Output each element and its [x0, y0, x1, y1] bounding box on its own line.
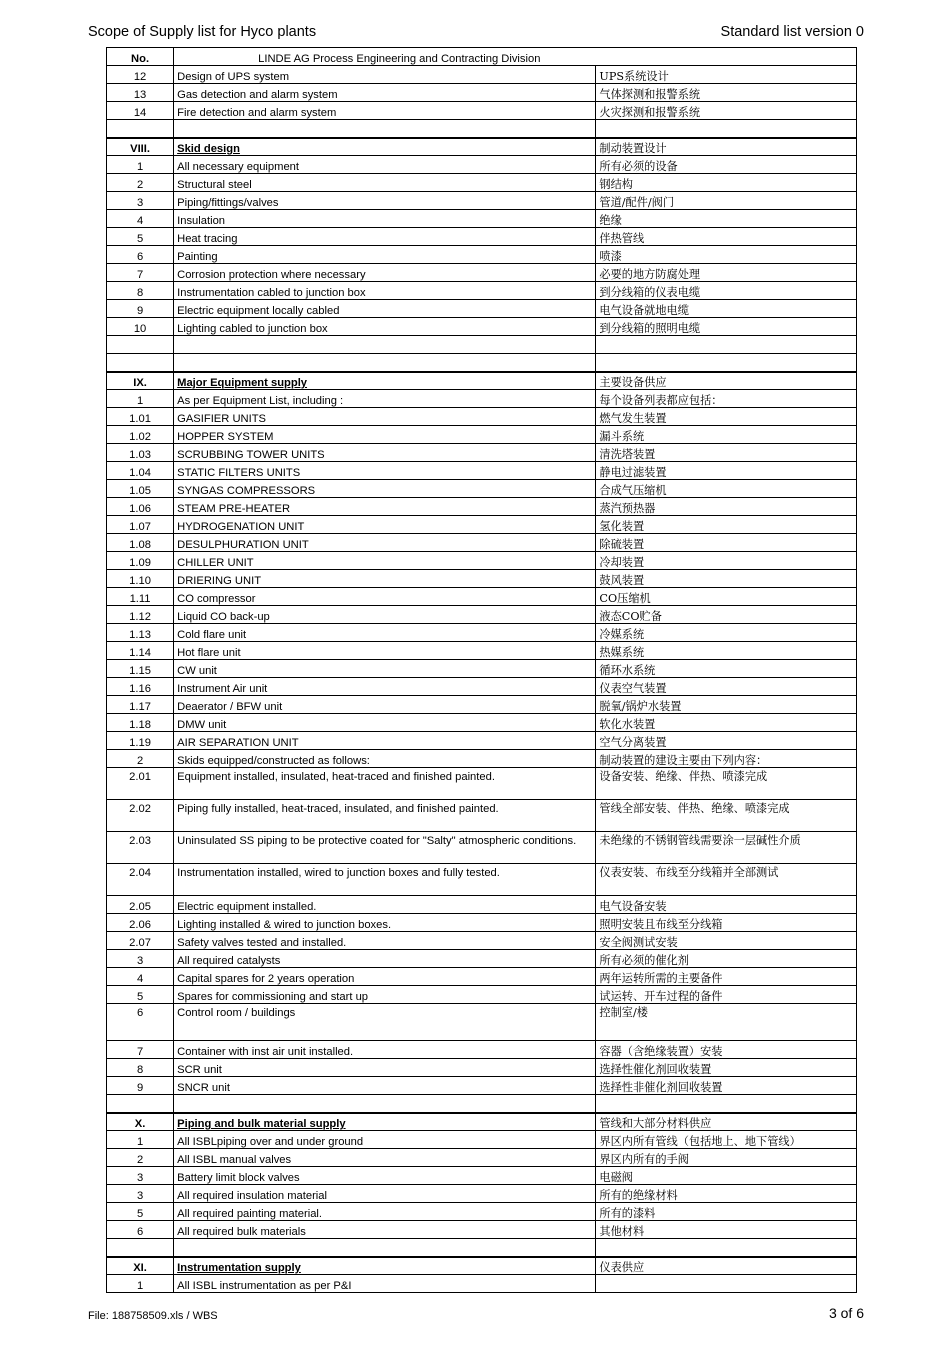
item-number: X. — [107, 1113, 174, 1131]
table-row — [107, 354, 857, 372]
item-description-cn: 循环水系统 — [596, 660, 857, 678]
item-description-cn: 气体探测和报警系统 — [596, 84, 857, 102]
item-description-cn: 合成气压缩机 — [596, 480, 857, 498]
item-number: 1.18 — [107, 714, 174, 732]
item-description-en: STATIC FILTERS UNITS — [174, 462, 596, 480]
item-description-cn: 蒸汽预热器 — [596, 498, 857, 516]
item-description-en: Electric equipment installed. — [174, 896, 596, 914]
table-row — [107, 1275, 857, 1293]
item-description-en: DMW unit — [174, 714, 596, 732]
item-description-en: Equipment installed, insulated, heat-traced and finished painted. — [174, 768, 596, 800]
item-description-en: Liquid CO back-up — [174, 606, 596, 624]
table-row — [107, 408, 857, 426]
item-description-en: All ISBLpiping over and under ground — [174, 1131, 596, 1149]
table-row — [107, 624, 857, 642]
item-number: 1.03 — [107, 444, 174, 462]
item-number: 1.05 — [107, 480, 174, 498]
item-description-en: SYNGAS COMPRESSORS — [174, 480, 596, 498]
item-number: 5 — [107, 1203, 174, 1221]
item-description-en: SNCR unit — [174, 1077, 596, 1095]
item-number: 1.01 — [107, 408, 174, 426]
item-description-en: CHILLER UNIT — [174, 552, 596, 570]
item-description-cn: 试运转、开车过程的备件 — [596, 986, 857, 1004]
item-description-cn: 仪表安装、布线至分线箱并全部测试 — [596, 864, 857, 896]
item-description-en: Capital spares for 2 years operation — [174, 968, 596, 986]
item-description-cn: 所有的绝缘材料 — [596, 1185, 857, 1203]
table-row — [107, 1149, 857, 1167]
table-row — [107, 480, 857, 498]
table-row — [107, 1185, 857, 1203]
item-description-cn — [596, 354, 857, 372]
item-description-en: DESULPHURATION UNIT — [174, 534, 596, 552]
item-number: 1.09 — [107, 552, 174, 570]
item-number: 1.12 — [107, 606, 174, 624]
item-description-cn: 清洗塔装置 — [596, 444, 857, 462]
file-reference: File: 188758509.xls / WBS — [88, 1310, 218, 1322]
item-description-en: Skids equipped/constructed as follows: — [174, 750, 596, 768]
item-number: 1.15 — [107, 660, 174, 678]
table-row — [107, 228, 857, 246]
table-row — [107, 896, 857, 914]
item-number: 3 — [107, 1185, 174, 1203]
item-number: 1.04 — [107, 462, 174, 480]
item-description-cn — [596, 1239, 857, 1257]
item-description-en: All required bulk materials — [174, 1221, 596, 1239]
table-row — [107, 498, 857, 516]
version-label: Standard list version 0 — [720, 24, 864, 40]
table-row — [107, 336, 857, 354]
item-number: 1.02 — [107, 426, 174, 444]
table-row — [107, 986, 857, 1004]
table-row — [107, 156, 857, 174]
item-description-cn: 安全阀测试安装 — [596, 932, 857, 950]
table-row — [107, 968, 857, 986]
item-description-en: As per Equipment List, including : — [174, 390, 596, 408]
table-row — [107, 120, 857, 138]
table-row — [107, 800, 857, 832]
item-number: 7 — [107, 264, 174, 282]
item-description-en: AIR SEPARATION UNIT — [174, 732, 596, 750]
table-row — [107, 192, 857, 210]
item-description-en: HOPPER SYSTEM — [174, 426, 596, 444]
table-header-row — [107, 48, 857, 66]
item-description-en — [174, 372, 596, 390]
item-number — [107, 120, 174, 138]
item-description-cn — [596, 1275, 857, 1293]
item-description-en: SCRUBBING TOWER UNITS — [174, 444, 596, 462]
item-number: 4 — [107, 968, 174, 986]
item-description-cn: 所有必须的设备 — [596, 156, 857, 174]
document-title: Scope of Supply list for Hyco plants — [88, 24, 317, 40]
table-row — [107, 282, 857, 300]
item-description-cn: 到分线箱的照明电缆 — [596, 318, 857, 336]
item-number: 1.10 — [107, 570, 174, 588]
table-row — [107, 264, 857, 282]
item-number: 1.08 — [107, 534, 174, 552]
item-number: 4 — [107, 210, 174, 228]
item-number — [107, 1095, 174, 1113]
table-row — [107, 832, 857, 864]
table-row — [107, 1041, 857, 1059]
item-description-cn: 伴热管线 — [596, 228, 857, 246]
table-row — [107, 66, 857, 84]
item-description-en: All ISBL instrumentation as per P&I — [174, 1275, 596, 1293]
item-number: 6 — [107, 246, 174, 264]
table-row — [107, 426, 857, 444]
item-number: 1.11 — [107, 588, 174, 606]
table-row — [107, 552, 857, 570]
item-number: 6 — [107, 1221, 174, 1239]
item-description-cn — [596, 120, 857, 138]
item-description-en: Painting — [174, 246, 596, 264]
table-row — [107, 864, 857, 896]
item-number: 7 — [107, 1041, 174, 1059]
item-number: 14 — [107, 102, 174, 120]
table-row — [107, 606, 857, 624]
item-number: 5 — [107, 986, 174, 1004]
item-description-en: All ISBL manual valves — [174, 1149, 596, 1167]
item-description-cn: 静电过滤装置 — [596, 462, 857, 480]
table-row — [107, 768, 857, 800]
table-row — [107, 1239, 857, 1257]
table-row — [107, 588, 857, 606]
table-row — [107, 84, 857, 102]
item-number: 1.14 — [107, 642, 174, 660]
item-description-en: Gas detection and alarm system — [174, 84, 596, 102]
item-number: 1.06 — [107, 498, 174, 516]
item-description-cn: 到分线箱的仪表电缆 — [596, 282, 857, 300]
item-description-cn: 绝缘 — [596, 210, 857, 228]
table-row — [107, 1203, 857, 1221]
item-number: 9 — [107, 1077, 174, 1095]
table-row — [107, 1131, 857, 1149]
section-title: Major Equipment supply — [177, 377, 308, 389]
table-row — [107, 642, 857, 660]
item-description-en: CW unit — [174, 660, 596, 678]
table-row — [107, 678, 857, 696]
item-description-en — [174, 120, 596, 138]
section-row — [107, 138, 857, 156]
item-number: VIII. — [107, 138, 174, 156]
item-description-cn: 未绝缘的不锈钢管线需要涂一层碱性介质 — [596, 832, 857, 864]
table-row — [107, 950, 857, 968]
item-number: XI. — [107, 1257, 174, 1275]
item-description-en: All required catalysts — [174, 950, 596, 968]
item-description-cn: 界区内所有的手阀 — [596, 1149, 857, 1167]
item-description-en: Heat tracing — [174, 228, 596, 246]
table-row — [107, 750, 857, 768]
table-row — [107, 932, 857, 950]
item-description-cn: CO压缩机 — [596, 588, 857, 606]
item-description-cn: 选择性催化剂回收装置 — [596, 1059, 857, 1077]
table-row — [107, 300, 857, 318]
item-number: 9 — [107, 300, 174, 318]
item-description-cn — [596, 1095, 857, 1113]
item-description-cn: 主要设备供应 — [596, 372, 857, 390]
table-row — [107, 1221, 857, 1239]
item-description-en: Battery limit block valves — [174, 1167, 596, 1185]
item-number: 8 — [107, 282, 174, 300]
item-description-en: Design of UPS system — [174, 66, 596, 84]
table-row — [107, 732, 857, 750]
item-description-cn: 液态CO贮备 — [596, 606, 857, 624]
item-description-en — [174, 354, 596, 372]
item-description-cn: 其他材料 — [596, 1221, 857, 1239]
item-number: 1 — [107, 156, 174, 174]
item-description-en: All necessary equipment — [174, 156, 596, 174]
table-row — [107, 210, 857, 228]
table-row — [107, 318, 857, 336]
item-description-cn: 仪表供应 — [596, 1257, 857, 1275]
column-no-header: No. — [107, 48, 174, 66]
item-description-en: HYDROGENATION UNIT — [174, 516, 596, 534]
item-description-cn: 界区内所有管线（包括地上、地下管线） — [596, 1131, 857, 1149]
item-description-cn — [596, 336, 857, 354]
item-description-cn: 鼓风装置 — [596, 570, 857, 588]
item-description-cn: 控制室/楼 — [596, 1004, 857, 1041]
item-number: 12 — [107, 66, 174, 84]
item-description-cn: 设备安装、绝缘、伴热、喷漆完成 — [596, 768, 857, 800]
table-row — [107, 444, 857, 462]
item-description-en — [174, 1113, 596, 1131]
item-number: 1.16 — [107, 678, 174, 696]
item-description-en: SCR unit — [174, 1059, 596, 1077]
table-row — [107, 174, 857, 192]
item-description-en: Insulation — [174, 210, 596, 228]
section-row — [107, 1257, 857, 1275]
item-description-en — [174, 336, 596, 354]
item-description-cn: 两年运转所需的主要备件 — [596, 968, 857, 986]
item-description-cn: 制动装置的建设主要由下列内容： — [596, 750, 857, 768]
table-row — [107, 660, 857, 678]
item-description-en: Structural steel — [174, 174, 596, 192]
item-number: 1.13 — [107, 624, 174, 642]
item-description-en: Electric equipment locally cabled — [174, 300, 596, 318]
item-description-en: Piping/fittings/valves — [174, 192, 596, 210]
table-row — [107, 1004, 857, 1041]
item-number: 2.02 — [107, 800, 174, 832]
item-description-cn: 漏斗系统 — [596, 426, 857, 444]
item-number: 2 — [107, 750, 174, 768]
item-description-en — [174, 1095, 596, 1113]
table-row — [107, 1077, 857, 1095]
item-description-cn: 燃气发生装置 — [596, 408, 857, 426]
table-row — [107, 246, 857, 264]
item-description-en — [174, 1257, 596, 1275]
item-description-en — [174, 1239, 596, 1257]
item-description-en: DRIERING UNIT — [174, 570, 596, 588]
item-description-cn: 容器（含绝缘装置）安装 — [596, 1041, 857, 1059]
item-number: 1 — [107, 1131, 174, 1149]
scope-of-supply-table — [106, 47, 857, 1293]
item-description-cn: 所有必须的催化剂 — [596, 950, 857, 968]
item-number: 3 — [107, 1167, 174, 1185]
table-row — [107, 102, 857, 120]
item-description-en: Corrosion protection where necessary — [174, 264, 596, 282]
item-number: 1.19 — [107, 732, 174, 750]
item-number: 2 — [107, 174, 174, 192]
table-row — [107, 1059, 857, 1077]
column-title-header: LINDE AG Process Engineering and Contracting Division — [174, 48, 857, 66]
item-number: 1.17 — [107, 696, 174, 714]
table-row — [107, 914, 857, 932]
item-description-cn: 空气分离装置 — [596, 732, 857, 750]
item-description-en: Uninsulated SS piping to be protective coated for "Salty" atmospheric conditions. — [174, 832, 596, 864]
item-description-cn: 氢化装置 — [596, 516, 857, 534]
item-number: 2.06 — [107, 914, 174, 932]
item-number: 3 — [107, 192, 174, 210]
item-number: 2.07 — [107, 932, 174, 950]
item-description-cn: 钢结构 — [596, 174, 857, 192]
item-description-en: Instrumentation installed, wired to junction boxes and fully tested. — [174, 864, 596, 896]
section-title: Instrumentation supply — [177, 1262, 301, 1274]
item-description-en: Safety valves tested and installed. — [174, 932, 596, 950]
item-description-cn: 脱氧/锅炉水装置 — [596, 696, 857, 714]
item-number: 13 — [107, 84, 174, 102]
item-number: 10 — [107, 318, 174, 336]
item-number — [107, 1239, 174, 1257]
item-description-cn: 制动装置设计 — [596, 138, 857, 156]
item-description-cn: 所有的漆料 — [596, 1203, 857, 1221]
item-description-en: Instrumentation cabled to junction box — [174, 282, 596, 300]
item-description-cn: 每个设备列表都应包括： — [596, 390, 857, 408]
table-row — [107, 570, 857, 588]
section-title: Skid design — [177, 143, 240, 155]
item-description-en: Fire detection and alarm system — [174, 102, 596, 120]
item-description-en: Container with inst air unit installed. — [174, 1041, 596, 1059]
item-description-cn: 电气设备就地电缆 — [596, 300, 857, 318]
item-number: 2.03 — [107, 832, 174, 864]
table-row — [107, 462, 857, 480]
item-description-cn: 管线和大部分材料供应 — [596, 1113, 857, 1131]
item-number: 1 — [107, 1275, 174, 1293]
item-description-cn: 管道/配件/阀门 — [596, 192, 857, 210]
item-description-en: Lighting cabled to junction box — [174, 318, 596, 336]
item-description-en: STEAM PRE-HEATER — [174, 498, 596, 516]
item-description-en: Deaerator / BFW unit — [174, 696, 596, 714]
item-number — [107, 336, 174, 354]
item-description-en: Instrument Air unit — [174, 678, 596, 696]
item-description-en: Cold flare unit — [174, 624, 596, 642]
item-number: 6 — [107, 1004, 174, 1041]
table-row — [107, 516, 857, 534]
item-description-en: All required insulation material — [174, 1185, 596, 1203]
item-number: 5 — [107, 228, 174, 246]
item-description-cn: 必要的地方防腐处理 — [596, 264, 857, 282]
item-number: 2 — [107, 1149, 174, 1167]
item-description-cn: 电气设备安装 — [596, 896, 857, 914]
item-description-cn: 冷却装置 — [596, 552, 857, 570]
item-number: 2.04 — [107, 864, 174, 896]
item-number: 1 — [107, 390, 174, 408]
item-number — [107, 354, 174, 372]
item-description-cn: 热媒系统 — [596, 642, 857, 660]
item-description-en — [174, 138, 596, 156]
item-description-cn: 仪表空气装置 — [596, 678, 857, 696]
item-description-en: Control room / buildings — [174, 1004, 596, 1041]
table-row — [107, 714, 857, 732]
table-row — [107, 1167, 857, 1185]
table-row — [107, 696, 857, 714]
item-description-cn: UPS系统设计 — [596, 66, 857, 84]
item-description-cn: 软化水装置 — [596, 714, 857, 732]
item-number: 1.07 — [107, 516, 174, 534]
item-description-cn: 火灾探测和报警系统 — [596, 102, 857, 120]
item-description-cn: 照明安装且布线至分线箱 — [596, 914, 857, 932]
item-description-cn: 除硫装置 — [596, 534, 857, 552]
table-row — [107, 534, 857, 552]
item-description-en: Lighting installed & wired to junction boxes. — [174, 914, 596, 932]
item-number: 2.01 — [107, 768, 174, 800]
item-description-cn: 选择性非催化剂回收装置 — [596, 1077, 857, 1095]
item-description-en: Piping fully installed, heat-traced, insulated, and finished painted. — [174, 800, 596, 832]
item-description-en: GASIFIER UNITS — [174, 408, 596, 426]
section-title: Piping and bulk material supply — [177, 1118, 346, 1130]
page-number: 3 of 6 — [828, 1305, 864, 1321]
item-description-en: Hot flare unit — [174, 642, 596, 660]
item-number: 8 — [107, 1059, 174, 1077]
item-description-en: All required painting material. — [174, 1203, 596, 1221]
item-number: 2.05 — [107, 896, 174, 914]
item-description-cn: 电磁阀 — [596, 1167, 857, 1185]
table-row — [107, 390, 857, 408]
item-description-en: Spares for commissioning and start up — [174, 986, 596, 1004]
item-number: IX. — [107, 372, 174, 390]
item-description-cn: 冷媒系统 — [596, 624, 857, 642]
section-row — [107, 372, 857, 390]
table-row — [107, 1095, 857, 1113]
item-description-cn: 管线全部安装、伴热、绝缘、喷漆完成 — [596, 800, 857, 832]
item-description-en: CO compressor — [174, 588, 596, 606]
item-description-cn: 喷漆 — [596, 246, 857, 264]
section-row — [107, 1113, 857, 1131]
item-number: 3 — [107, 950, 174, 968]
